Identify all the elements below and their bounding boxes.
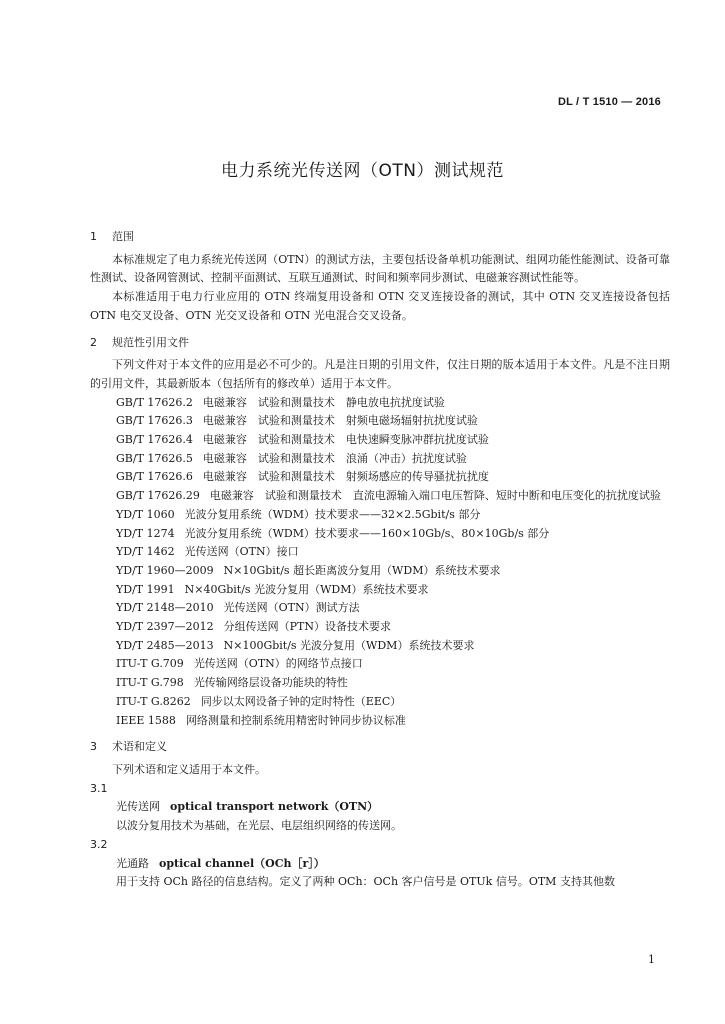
reference-item: [90, 431, 670, 450]
section-heading: [90, 228, 670, 247]
reference-title: 光传送网（OTN）的网络节点接口: [193, 657, 363, 671]
page-number: 1: [648, 953, 655, 966]
reference-item: [90, 655, 670, 674]
reference-item: [90, 562, 670, 581]
reference-code: YD/T 1960—2009: [116, 563, 214, 577]
reference-title: N×10Gbit/s 超长距离波分复用（WDM）系统技术要求: [223, 563, 501, 577]
reference-title: 光波分复用系统（WDM）技术要求——32×2.5Gbit/s 部分: [184, 507, 481, 521]
reference-title: 电磁兼容 试验和测量技术 直流电源输入端口电压暂降、短时中断和电压变化的抗扰度试验: [209, 489, 661, 503]
reference-title: 电磁兼容 试验和测量技术 静电放电抗扰度试验: [202, 395, 445, 409]
section-number: 3: [90, 740, 97, 754]
reference-code: YD/T 2485—2013: [116, 638, 214, 652]
reference-title: 电磁兼容 试验和测量技术 电快速瞬变脉冲群抗扰度试验: [202, 433, 489, 447]
reference-title: 光传输网络层设备功能块的特性: [193, 676, 348, 690]
reference-title: 光传送网（OTN）测试方法: [223, 601, 360, 615]
reference-title: 电磁兼容 试验和测量技术 射频场感应的传导骚扰抗扰度: [202, 470, 489, 484]
reference-title: N×40Gbit/s 光波分复用（WDM）系统技术要求: [184, 582, 429, 596]
reference-code: YD/T 1274: [116, 526, 175, 540]
reference-item: [90, 412, 670, 431]
document-title: 电力系统光传送网（OTN）测试规范: [221, 161, 504, 181]
term-definition: 以波分复用技术为基础，在光层、电层组织网络的传送网。: [116, 819, 402, 833]
reference-code: ITU-T G.709: [116, 657, 184, 671]
section-title: 规范性引用文件: [112, 335, 189, 349]
section-heading: [90, 738, 670, 757]
section-title: 范围: [112, 230, 134, 243]
reference-item: [90, 468, 670, 487]
reference-item: [90, 599, 670, 618]
standard-code: DL / T 1510 — 2016: [557, 96, 661, 108]
section-number: 2: [90, 335, 97, 349]
paragraph: 本标准适用于电力行业应用的 OTN 终端复用设备和 OTN 交叉连接设备的测试，其中 OTN 交叉连接设备包括 OTN 电交叉设备、OTN 光交叉设备和 OTN 光电混合交叉设备。: [90, 290, 670, 322]
reference-item: [90, 506, 670, 525]
reference-title: 光传送网（OTN）接口: [184, 545, 299, 559]
reference-code: GB/T 17626.2: [116, 395, 193, 409]
reference-code: GB/T 17626.3: [116, 414, 193, 428]
reference-title: 电磁兼容 试验和测量技术 浪涌（冲击）抗扰度试验: [202, 451, 467, 465]
term-number: 3.2: [90, 837, 108, 851]
document-body: [90, 228, 670, 892]
reference-item: [90, 618, 670, 637]
reference-code: ITU-T G.8262: [116, 694, 191, 708]
term-name-chinese: 光传送网: [116, 800, 160, 814]
term-definition: 用于支持 OCh 路径的信息结构。定义了两种 OCh：OCh 客户信号是 OTUk 信号。OTM 支持其他数: [116, 875, 615, 889]
term-number: 3.1: [90, 781, 108, 795]
reference-item: [90, 543, 670, 562]
paragraph: 下列术语和定义适用于本文件。: [112, 762, 266, 776]
term-name-chinese: 光通路: [116, 856, 149, 870]
term-name-english: optical channel（OCh［r］）: [159, 856, 325, 870]
reference-title: 光波分复用系统（WDM）技术要求——160×10Gb/s、80×10Gb/s 部分: [184, 526, 550, 540]
term-name-english: optical transport network（OTN）: [170, 800, 379, 814]
reference-list: [90, 394, 670, 731]
reference-code: ITU-T G.798: [116, 676, 184, 690]
paragraph: 下列文件对于本文件的应用是必不可少的。凡是注日期的引用文件，仅注日期的版本适用于本文件。凡是不注日期的引用文件，其最新版本（包括所有的修改单）适用于本文件。: [90, 358, 670, 390]
reference-item: [90, 712, 670, 731]
reference-code: YD/T 1060: [116, 507, 175, 521]
reference-code: YD/T 2148—2010: [116, 601, 214, 615]
section-number: 1: [90, 230, 97, 243]
reference-item: [90, 525, 670, 544]
reference-code: YD/T 1991: [116, 582, 175, 596]
reference-item: [90, 450, 670, 469]
reference-title: 分组传送网（PTN）设备技术要求: [223, 620, 391, 634]
reference-code: GB/T 17626.6: [116, 470, 193, 484]
reference-item: [90, 674, 670, 693]
reference-code: YD/T 1462: [116, 545, 175, 559]
reference-title: 同步以太网设备子钟的定时特性（EEC）: [200, 694, 402, 708]
term-name: [90, 855, 670, 874]
reference-item: [90, 637, 670, 656]
reference-code: GB/T 17626.4: [116, 433, 193, 447]
section-title: 术语和定义: [112, 740, 167, 754]
reference-item: [90, 487, 670, 506]
term-list: [90, 780, 670, 892]
section-heading: [90, 334, 670, 353]
term-name: [90, 798, 670, 817]
reference-title: 网络测量和控制系统用精密时钟同步协议标准: [185, 713, 406, 727]
reference-title: 电磁兼容 试验和测量技术 射频电磁场辐射抗扰度试验: [202, 414, 478, 428]
paragraph: 本标准规定了电力系统光传送网（OTN）的测试方法，主要包括设备单机功能测试、组网功能性能测试、设备可靠性测试、设备网管测试、控制平面测试、互联互通测试、时间和频率同步测试、电磁兼容测试性能等。: [90, 252, 670, 285]
reference-code: YD/T 2397—2012: [116, 620, 214, 634]
reference-code: GB/T 17626.29: [116, 489, 200, 503]
reference-item: [90, 693, 670, 712]
reference-item: [90, 581, 670, 600]
reference-title: N×100Gbit/s 光波分复用（WDM）系统技术要求: [223, 638, 475, 652]
reference-code: IEEE 1588: [116, 713, 176, 727]
reference-code: GB/T 17626.5: [116, 451, 193, 465]
reference-item: [90, 394, 670, 413]
